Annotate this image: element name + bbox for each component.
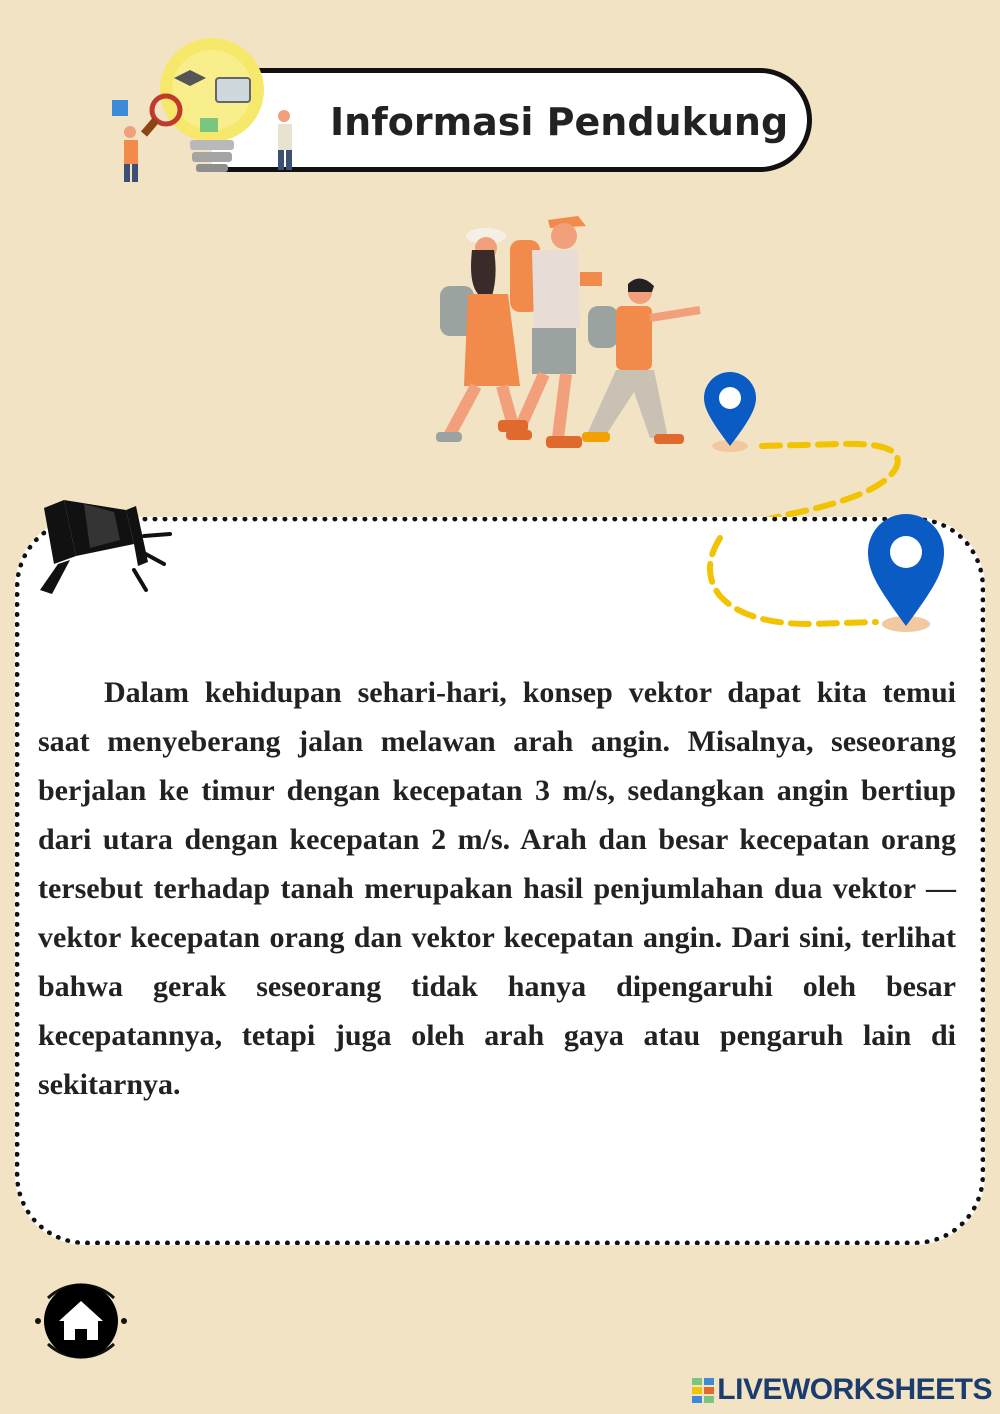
liveworksheets-logo-icon <box>692 1376 715 1404</box>
route-path-end <box>700 520 900 632</box>
home-button[interactable] <box>44 1284 118 1358</box>
family-walking-illustration <box>428 206 708 458</box>
body-paragraph: Dalam kehidupan sehari-hari, konsep vektor dapat kita temui saat menyeberang jalan melawan arah angin. Misalnya, seseorang berjalan ke timur dengan kecepatan 3 m/s, sedangkan angin bertiup dari utara dengan kecepatan 2 m/s. Arah dan besar kecepatan orang tersebut terhadap tanah merupakan hasil penjumlahan dua vektor — vektor kecepatan orang dan vektor kecepatan angin. Dari sini, terlihat bahwa gerak seseorang tidak hanya dipengaruhi oleh besar kecepatannya, tetapi juga oleh arah gaya atau pengaruh lain di sekitarnya. <box>38 676 956 1101</box>
brand-logo <box>692 1372 992 1408</box>
page-title: Informasi Pendukung <box>330 100 789 144</box>
home-icon <box>44 1284 118 1358</box>
megaphone-icon <box>24 492 174 602</box>
brand-name: LIVEWORKSHEETS <box>717 1373 992 1406</box>
lightbulb-idea-icon <box>104 22 314 190</box>
